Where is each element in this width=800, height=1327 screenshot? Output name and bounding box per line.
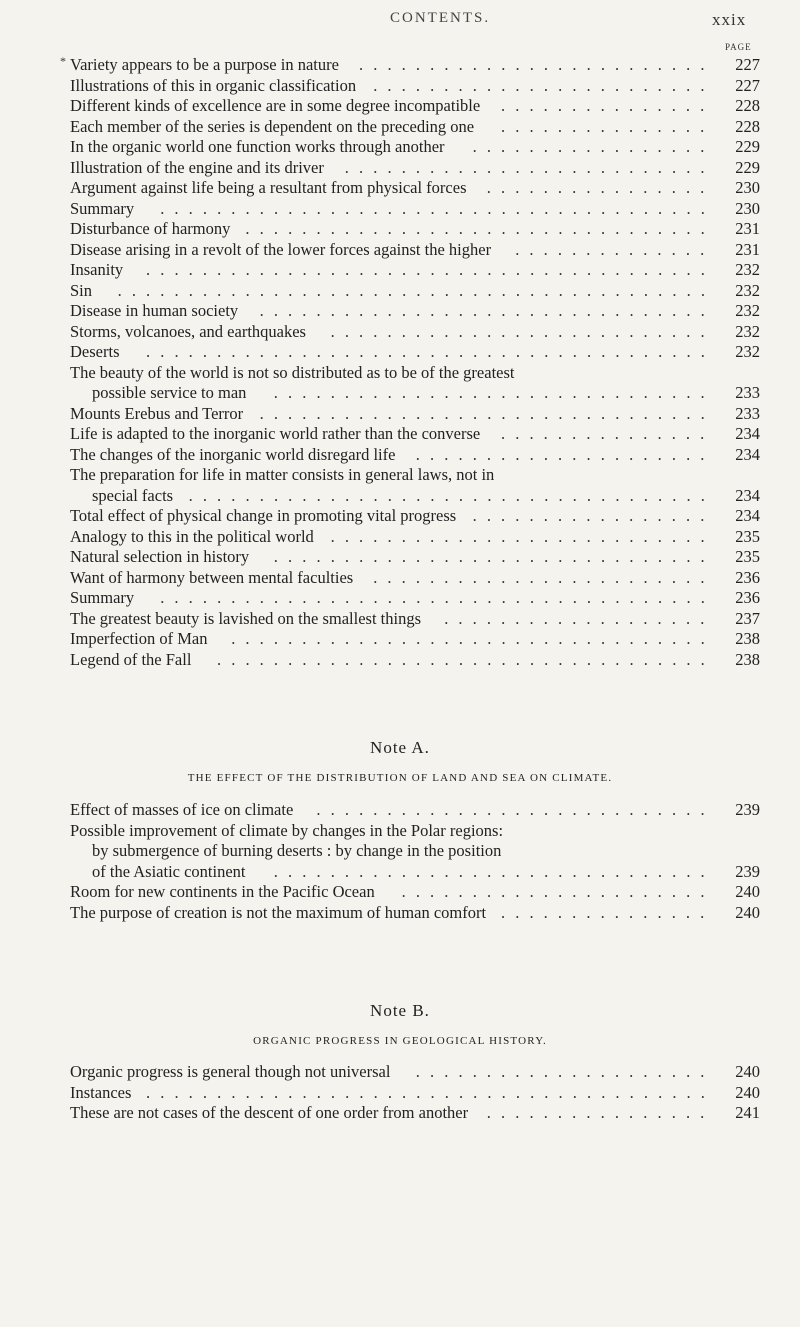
entry-page-number: 233 xyxy=(735,403,760,423)
entry-title: Mounts Erebus and Terror xyxy=(70,403,244,423)
contents-entry xyxy=(70,178,760,199)
contents-entry xyxy=(70,322,760,343)
dot-leader: ................. xyxy=(472,506,715,525)
entry-title: Storms, volcanoes, and earthquakes xyxy=(70,321,306,341)
entry-title: Disease in human society xyxy=(70,301,239,320)
entry-page-number: 232 xyxy=(735,301,760,320)
contents-entry xyxy=(70,609,760,630)
dot-leader: ............... xyxy=(501,424,715,443)
dot-leader: ................. xyxy=(472,137,715,156)
entry-title: Disease arising in a revolt of the lower forces against the higher xyxy=(70,239,492,259)
dot-leader: ........................................ xyxy=(146,1082,715,1102)
contents-entry xyxy=(70,117,760,138)
dot-leader: ............................... xyxy=(273,861,715,881)
entry-title: Disturbance of harmony xyxy=(70,219,231,238)
note-a-subheading: THE EFFECT OF THE DISTRIBUTION OF LAND AND SEA ON CLIMATE. xyxy=(187,772,613,784)
contents-entry xyxy=(70,240,760,261)
entry-title: The purpose of creation is not the maximum of human comfort xyxy=(70,902,487,922)
dot-leader: ..................... xyxy=(415,1062,715,1081)
entry-page-number: 227 xyxy=(735,55,760,74)
contents-entry xyxy=(70,342,760,363)
entry-page-number: 239 xyxy=(735,800,760,819)
dot-leader: .................................. xyxy=(231,629,715,648)
dot-leader: ................ xyxy=(486,1103,715,1122)
contents-entry xyxy=(70,821,760,842)
entry-page-number: 240 xyxy=(735,882,760,901)
contents-entry xyxy=(70,486,760,507)
dot-leader: ........................ xyxy=(373,567,715,587)
entry-title: Room for new continents in the Pacific Ocean xyxy=(70,882,375,901)
entry-page-number: 228 xyxy=(735,96,760,115)
dot-leader: ................................... xyxy=(217,649,715,669)
entry-title: Life is adapted to the inorganic world rather than the converse xyxy=(70,424,481,443)
contents-entry xyxy=(70,219,760,240)
entry-page-number: 232 xyxy=(735,321,760,341)
entry-page-number: 240 xyxy=(735,902,760,922)
page-column-label: PAGE xyxy=(725,42,752,52)
entry-title: Argument against life being a resultant from physical forces xyxy=(70,178,467,197)
entry-title: Sin xyxy=(70,280,93,300)
dot-leader: ............................... xyxy=(273,547,715,566)
entry-title: The preparation for life in matter consists in general laws, not in xyxy=(70,465,495,484)
entry-title: Each member of the series is dependent on the preceding one xyxy=(70,116,475,136)
contents-entry xyxy=(70,527,760,548)
entry-page-number: 233 xyxy=(735,383,760,402)
dot-leader: ........................................ xyxy=(146,260,715,279)
entry-title: Different kinds of excellence are in some degree incompatible xyxy=(70,96,481,115)
entry-title: Organic progress is general though not universal xyxy=(70,1062,391,1081)
contents-entry xyxy=(70,800,760,821)
entry-page-number: 238 xyxy=(735,649,760,669)
note-b-heading: Note B. xyxy=(370,1001,430,1020)
note-b-subheading: ORGANIC PROGRESS IN GEOLOGICAL HISTORY. xyxy=(253,1035,547,1047)
entry-title: Insanity xyxy=(70,260,124,279)
dot-leader: ............... xyxy=(501,116,715,136)
entry-title: Effect of masses of ice on climate xyxy=(70,800,294,819)
contents-entry xyxy=(70,424,760,445)
note-a-heading: Note A. xyxy=(370,738,430,757)
contents-entry xyxy=(70,96,760,117)
entry-page-number: 228 xyxy=(735,116,760,136)
entry-title: Total effect of physical change in promoting vital progress xyxy=(70,506,457,525)
entry-title: These are not cases of the descent of one order from another xyxy=(70,1103,469,1122)
entry-page-number: 235 xyxy=(735,526,760,546)
dot-leader: ............... xyxy=(501,902,715,922)
contents-entry xyxy=(70,903,760,924)
contents-entry xyxy=(70,1062,760,1083)
contents-entry xyxy=(70,363,760,384)
entry-title: of the Asiatic continent xyxy=(92,861,246,881)
contents-entry xyxy=(70,76,760,97)
contents-entry xyxy=(70,506,760,527)
entry-title: Variety appears to be a purpose in nature xyxy=(70,55,339,74)
dot-leader: ...................... xyxy=(401,882,715,901)
contents-entry xyxy=(70,568,760,589)
entry-title: Summary xyxy=(70,588,135,607)
entry-title: Want of harmony between mental faculties xyxy=(70,567,354,587)
header-title: CONTENTS. xyxy=(390,10,491,26)
entry-title: Analogy to this in the political world xyxy=(70,526,314,546)
entry-page-number: 234 xyxy=(735,506,760,525)
contents-entry xyxy=(70,841,760,862)
entry-title: Possible improvement of climate by changes in the Polar regions: xyxy=(70,820,504,840)
entry-page-number: 229 xyxy=(735,157,760,177)
dot-leader: .......................................... xyxy=(117,280,716,300)
entry-title: Illustration of the engine and its driver xyxy=(70,157,324,177)
entry-page-number: 230 xyxy=(735,198,760,218)
entry-title: by submergence of burning deserts : by change in the position xyxy=(92,841,502,860)
entry-page-number: 229 xyxy=(735,137,760,156)
entry-title: special facts xyxy=(92,485,174,505)
dot-leader: ........................................ xyxy=(146,342,715,361)
entry-page-number: 235 xyxy=(735,547,760,566)
entry-page-number: 240 xyxy=(735,1062,760,1081)
entry-page-number: 231 xyxy=(735,239,760,259)
entry-page-number: 232 xyxy=(735,342,760,361)
entry-title: Legend of the Fall xyxy=(70,649,192,669)
contents-entry xyxy=(70,55,760,76)
entry-page-number: 236 xyxy=(735,567,760,587)
entry-page-number: 241 xyxy=(735,1103,760,1122)
entry-page-number: 231 xyxy=(735,219,760,238)
entry-title: In the organic world one function works through another xyxy=(70,137,445,156)
note-a-list xyxy=(70,800,760,923)
entry-page-number: 237 xyxy=(735,608,760,628)
contents-entry xyxy=(70,260,760,281)
entry-title: The changes of the inorganic world disregard life xyxy=(70,444,396,464)
entry-page-number: 234 xyxy=(735,444,760,464)
contents-entry xyxy=(70,1083,760,1104)
page-folio: xxix xyxy=(712,10,747,29)
printer-mark: * xyxy=(60,54,66,68)
dot-leader: ..................................... xyxy=(188,485,715,505)
contents-entry xyxy=(70,301,760,322)
contents-entry xyxy=(70,404,760,425)
dot-leader: ............... xyxy=(501,96,715,115)
entry-title: Instances xyxy=(70,1082,132,1102)
contents-entry xyxy=(70,465,760,486)
entry-page-number: 240 xyxy=(735,1082,760,1102)
dot-leader: ..................... xyxy=(415,444,715,464)
dot-leader: ............................... xyxy=(273,383,715,402)
dot-leader: ................................. xyxy=(245,219,715,238)
contents-entry xyxy=(70,862,760,883)
entry-title: The greatest beauty is lavished on the smallest things xyxy=(70,608,422,628)
contents-entry xyxy=(70,445,760,466)
contents-entry xyxy=(70,547,760,568)
contents-entry xyxy=(70,137,760,158)
dot-leader: ................................ xyxy=(259,403,715,423)
dot-leader: ........................... xyxy=(330,526,715,546)
dot-leader: ....................................... xyxy=(160,198,715,218)
contents-entry xyxy=(70,588,760,609)
entry-title: Illustrations of this in organic classification xyxy=(70,75,357,95)
entry-title: Imperfection of Man xyxy=(70,629,208,648)
entry-page-number: 239 xyxy=(735,861,760,881)
dot-leader: .............. xyxy=(515,239,715,259)
contents-entry xyxy=(70,882,760,903)
dot-leader: ............................ xyxy=(316,800,715,819)
entry-page-number: 232 xyxy=(735,260,760,279)
dot-leader: ....................................... xyxy=(160,588,715,607)
dot-leader: ................... xyxy=(444,608,715,628)
contents-entry xyxy=(70,1103,760,1124)
note-b-list xyxy=(70,1062,760,1124)
entry-page-number: 234 xyxy=(735,485,760,505)
entry-page-number: 230 xyxy=(735,178,760,197)
contents-list xyxy=(70,55,760,670)
contents-entry xyxy=(70,650,760,671)
entry-title: Summary xyxy=(70,198,135,218)
dot-leader: ........................... xyxy=(330,321,715,341)
contents-entry xyxy=(70,158,760,179)
entry-page-number: 227 xyxy=(735,75,760,95)
dot-leader: ................ xyxy=(486,178,715,197)
entry-page-number: 232 xyxy=(735,280,760,300)
entry-title: Natural selection in history xyxy=(70,547,250,566)
contents-entry xyxy=(70,629,760,650)
dot-leader: ................................ xyxy=(259,301,715,320)
dot-leader: .......................... xyxy=(344,157,715,177)
contents-entry xyxy=(70,281,760,302)
dot-leader: ......................... xyxy=(359,55,715,74)
entry-title: Deserts xyxy=(70,342,120,361)
entry-title: The beauty of the world is not so distributed as to be of the greatest xyxy=(70,362,515,382)
contents-entry xyxy=(70,383,760,404)
entry-page-number: 234 xyxy=(735,424,760,443)
contents-entry xyxy=(70,199,760,220)
dot-leader: ........................ xyxy=(373,75,715,95)
entry-page-number: 238 xyxy=(735,629,760,648)
entry-page-number: 236 xyxy=(735,588,760,607)
entry-title: possible service to man xyxy=(92,383,247,402)
running-header xyxy=(0,10,800,36)
